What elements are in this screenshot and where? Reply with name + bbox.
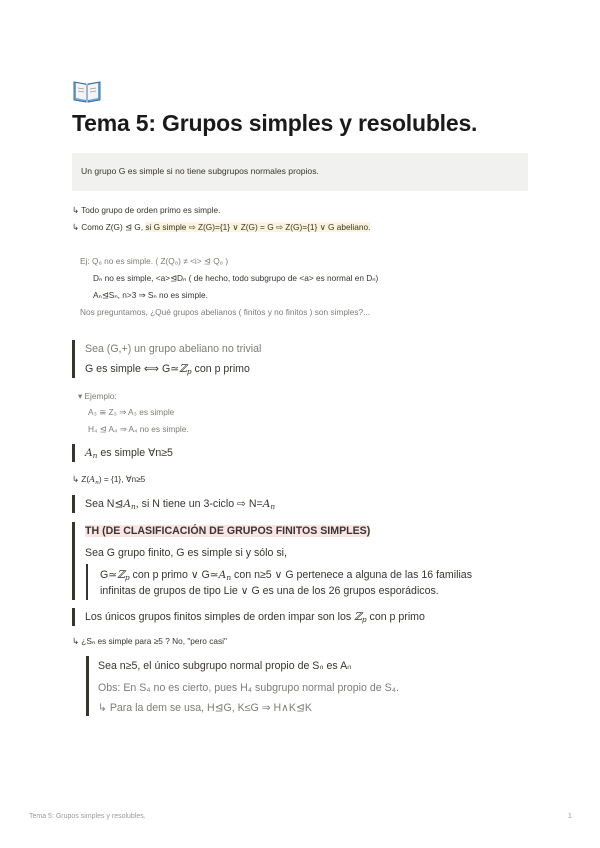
footer-page-number: 1 bbox=[568, 813, 572, 820]
toggle-example[interactable]: ▾ Ejemplo: bbox=[78, 391, 117, 401]
math-zp: ℤ$_p$ bbox=[179, 363, 192, 376]
definition-callout bbox=[72, 153, 528, 191]
theorem-heading bbox=[85, 525, 370, 537]
math-zp: ℤ$_p$ bbox=[354, 611, 367, 624]
note-center-an-post: ) = {1}, ∀n≥5 bbox=[98, 474, 146, 484]
nested-quote-bar bbox=[86, 564, 88, 600]
math-an: $A_n$ bbox=[123, 498, 136, 511]
quote-sn-line3: ↳ Para la dem se usa, H⊴G, K≤G ⇒ H∧K⊴K bbox=[98, 702, 312, 714]
quote-abelian-line1: Sea (G,+) un grupo abeliano no trivial bbox=[85, 343, 262, 355]
example-dn: Dₙ no es simple, <a>⊴Dₙ ( de hecho, todo subgrupo de <a> es normal en Dₙ) bbox=[93, 273, 379, 283]
math-an: $A_n$ bbox=[218, 569, 232, 582]
math-an: $A_n$ bbox=[89, 474, 99, 486]
quote-abelian-text-end: con p primo bbox=[191, 363, 250, 375]
note-sn-question: ↳ ¿Sₙ es simple para ≥5 ? No, "pero casi" bbox=[72, 636, 227, 646]
footer-title: Tema 5: Grupos simples y resolubles. bbox=[29, 813, 146, 820]
theorem-line3: infinitas de grupos de tipo Lie ∨ G es una de los 26 grupos esporádicos. bbox=[100, 585, 439, 597]
quote-three-cycle bbox=[85, 498, 275, 510]
math-zp: ℤ$_p$ bbox=[117, 569, 130, 582]
quote-bar bbox=[72, 522, 75, 600]
quote-odd-order-post: con p primo bbox=[366, 611, 425, 623]
quote-abelian-line2 bbox=[85, 363, 250, 375]
quote-an-simple-text: es simple ∀n≥5 bbox=[97, 447, 173, 459]
theorem-line2-b: con p primo ∨ G≃ bbox=[129, 569, 219, 581]
quote-bar bbox=[72, 340, 75, 378]
note-center-prefix: ↳ Como Z(G) ⊴ G, bbox=[72, 222, 146, 232]
quote-odd-order bbox=[85, 611, 425, 623]
note-prime-order: ↳ Todo grupo de orden primo es simple. bbox=[72, 205, 221, 215]
theorem-line1: Sea G grupo finito, G es simple si y sólo si, bbox=[85, 547, 287, 559]
theorem-line2 bbox=[100, 569, 472, 581]
theorem-heading-text: TH (DE CLASIFICACIÓN DE GRUPOS FINITOS SIMPLES) bbox=[85, 525, 371, 537]
example-an-sn: Aₙ⊴Sₙ, n>3 ⇒ Sₙ no es simple. bbox=[93, 290, 208, 300]
toggle-line-a4: H₄ ⊴ A₄ ⇒ A₄ no es simple. bbox=[88, 424, 189, 434]
note-center bbox=[72, 222, 370, 232]
theorem-line2-c: con n≥5 ∨ G pertenece a alguna de las 16 familias bbox=[231, 569, 472, 581]
quote-bar bbox=[72, 608, 75, 626]
quote-an-simple bbox=[85, 447, 173, 459]
quote-bar bbox=[72, 444, 75, 462]
note-center-an bbox=[72, 474, 145, 484]
question-abelian: Nos preguntamos, ¿Qué grupos abelianos ( finitos y no finitos ) son simples?... bbox=[80, 307, 371, 317]
quote-sn-line2: Obs: En S₄ no es cierto, pues H₄ subgrupo normal propio de S₄. bbox=[98, 682, 399, 694]
note-center-highlight: si G simple ⇨ Z(G)={1} ∨ Z(G) = G ⇨ Z(G)={1} ∨ G abeliano. bbox=[145, 222, 371, 232]
quote-sn-line1: Sea n≥5, el único subgrupo normal propio de Sₙ es Aₙ bbox=[98, 660, 352, 672]
quote-bar bbox=[86, 656, 89, 716]
theorem-line2-a: G≃ bbox=[100, 569, 118, 581]
quote-bar bbox=[72, 495, 75, 513]
toggle-line-a3: A₃ ≅ Z₃ ⇒ A₃ es simple bbox=[88, 407, 175, 417]
callout-text: Un grupo G es simple si no tiene subgrupos normales propios. bbox=[81, 166, 319, 176]
page-title: Tema 5: Grupos simples y resolubles. bbox=[72, 110, 478, 136]
quote-abelian-text: G es simple ⟺ G≃ bbox=[85, 363, 180, 375]
math-an: $A_n$ bbox=[262, 498, 276, 511]
example-q8: Ej: Q₈ no es simple. ( Z(Q₈) ≠ <i> ⊴ Q₈ ) bbox=[80, 256, 229, 266]
note-center-an-pre: ↳ Z( bbox=[72, 474, 90, 484]
quote-three-cycle-mid: , si N tiene un 3-ciclo ⇨ N= bbox=[135, 498, 263, 510]
quote-odd-order-pre: Los únicos grupos finitos simples de orden impar son los bbox=[85, 611, 355, 623]
math-an: $A_n$ bbox=[85, 447, 98, 460]
quote-three-cycle-pre: Sea N⊴ bbox=[85, 498, 124, 510]
open-book-icon bbox=[72, 78, 102, 104]
